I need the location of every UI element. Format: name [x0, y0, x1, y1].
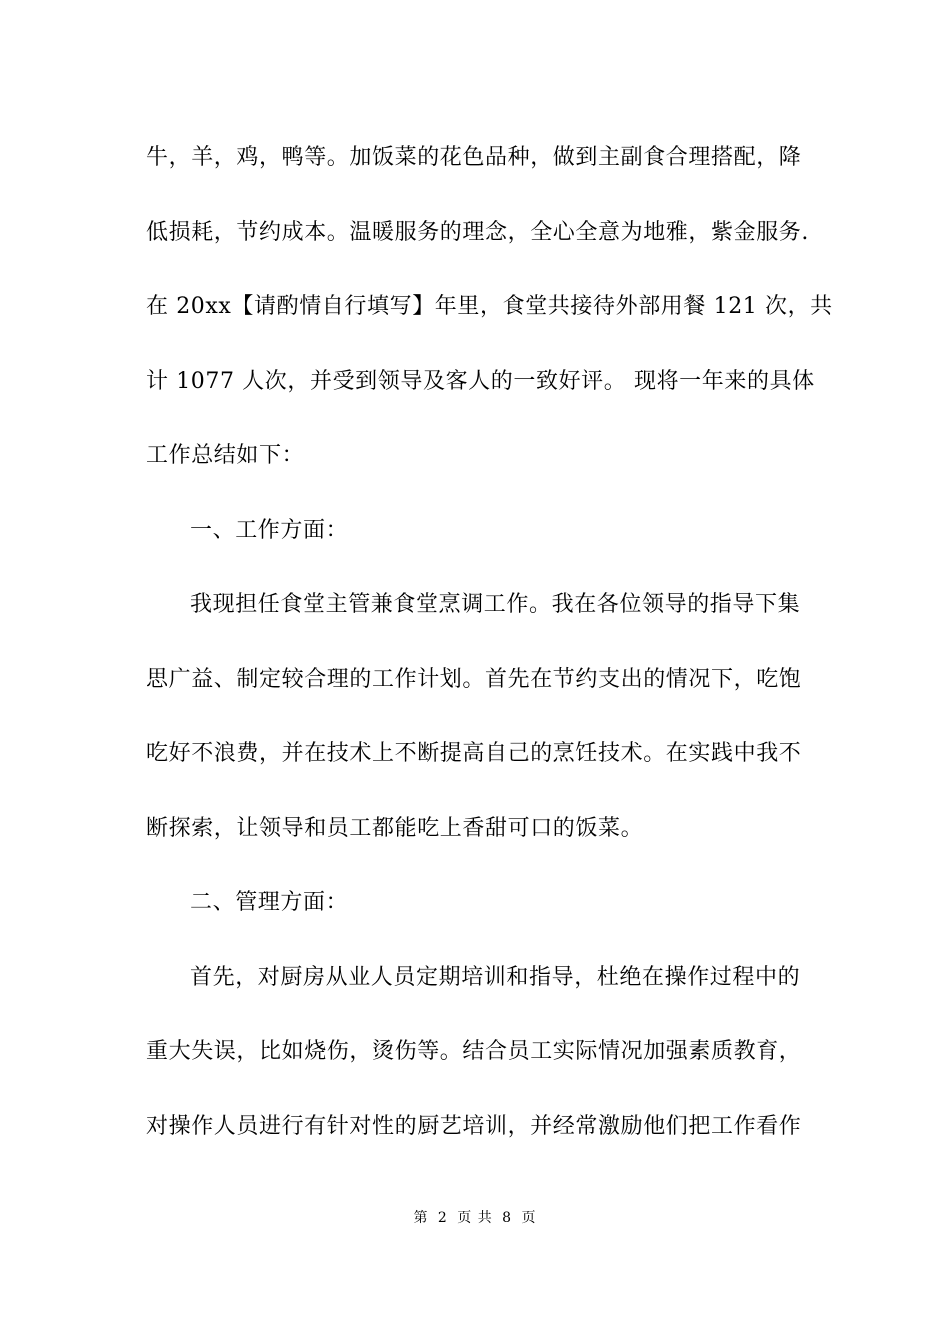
text-line: 对操作人员进行有针对性的厨艺培训，并经常激励他们把工作看作: [146, 1113, 802, 1139]
text-line: 断探索，让领导和员工都能吃上香甜可口的饭菜。: [146, 815, 644, 841]
text-line: 吃好不浪费，并在技术上不断提高自己的烹饪技术。在实践中我不: [146, 741, 802, 766]
page-footer: [0, 1207, 950, 1227]
paragraph-first-line: 我现担任食堂主管兼食堂烹调工作。我在各位领导的指导下集: [190, 592, 801, 617]
section-heading: 二、管理方面：: [190, 890, 349, 915]
footer-middle: 页 共: [457, 1210, 493, 1226]
footer-total-pages: 8: [502, 1210, 513, 1226]
text-line: 重大失误，比如烧伤，烫伤等。结合员工实际情况加强素质教育，: [146, 1039, 802, 1064]
paragraph-first-line: 首先，对厨房从业人员定期培训和指导，杜绝在操作过程中的: [190, 964, 801, 990]
footer-current-page: 2: [437, 1210, 448, 1226]
text-line: 思广益、制定较合理的工作计划。首先在节约支出的情况下，吃饱: [146, 666, 802, 692]
text-line: 在 20xx【请酌情自行填写】年里，食堂共接待外部用餐 121 次，共: [146, 294, 833, 319]
text-line: 低损耗，节约成本。温暖服务的理念，全心全意为地雅，紫金服务.: [146, 219, 809, 245]
text-line: 牛，羊，鸡，鸭等。加饭菜的花色品种，做到主副食合理搭配，降: [146, 145, 802, 170]
document-body: [146, 130, 833, 1173]
footer-suffix: 页: [521, 1210, 537, 1226]
text-line: 计 1077 人次，并受到领导及客人的一致好评。 现将一年来的具体: [146, 368, 815, 394]
text-line: 工作总结如下：: [146, 443, 305, 468]
footer-prefix: 第: [413, 1210, 429, 1226]
section-heading: 一、工作方面：: [190, 517, 349, 543]
